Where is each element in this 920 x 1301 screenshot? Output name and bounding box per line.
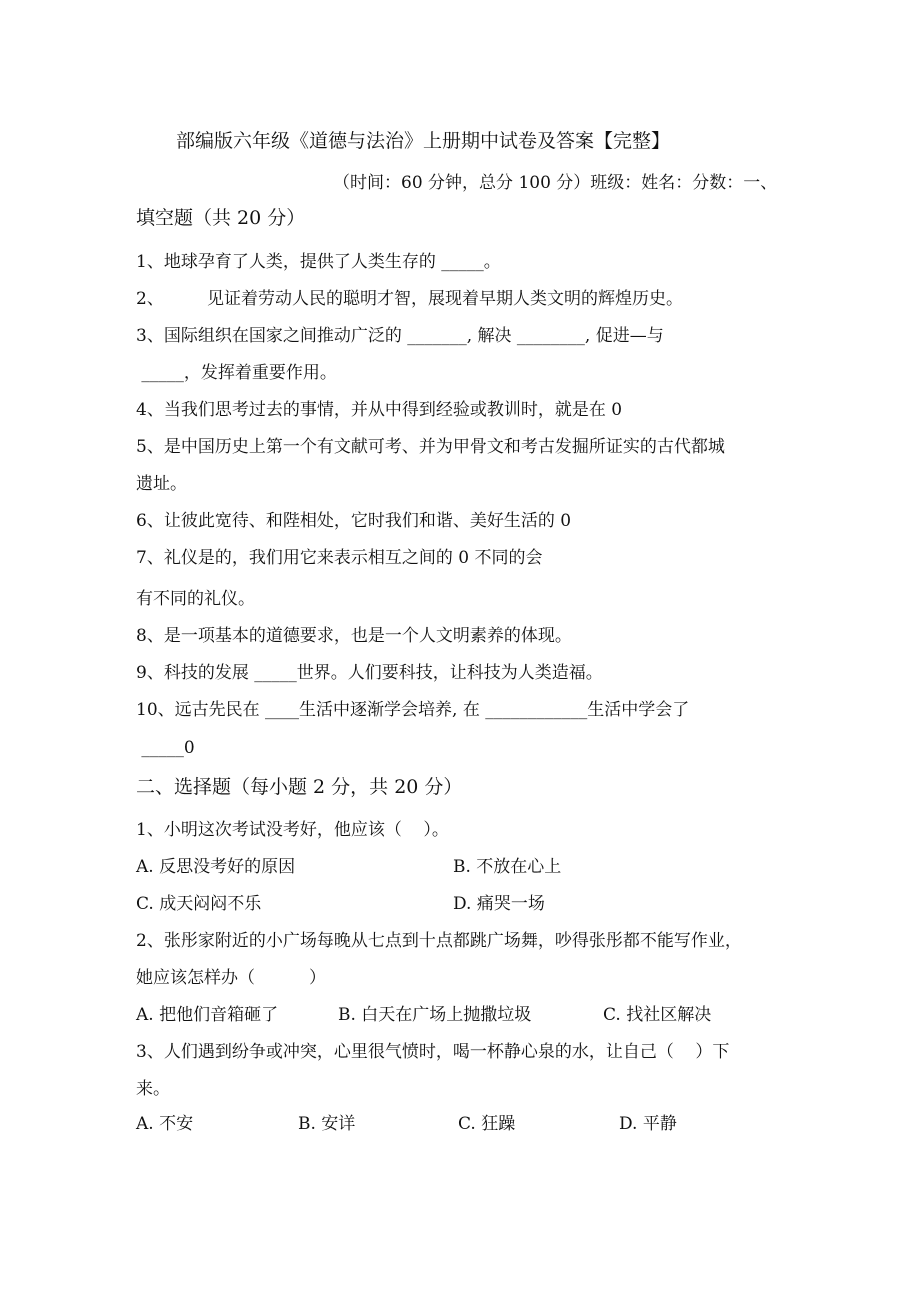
choice-1-option-c: C. 成天闷闷不乐 [136, 894, 262, 914]
question-10-line2: _____0 [136, 738, 195, 758]
question-7-line1: 7、礼仪是的，我们用它来表示相互之间的 0 不同的会 [136, 548, 543, 568]
choice-3-option-a: A. 不安 [136, 1114, 194, 1134]
page-title: 部编版六年级《道德与法治》上册期中试卷及答案【完整】 [176, 130, 671, 152]
choice-question-2-line2: 她应该怎样办（ ） [136, 968, 327, 988]
question-5-line1: 5、是中国历史上第一个有文献可考、并为甲骨文和考古发掘所证实的古代都城 [136, 437, 725, 457]
question-6: 6、让彼此宽待、和陛相处，它时我们和谐、美好生活的 0 [136, 511, 572, 531]
choice-1-option-a: A. 反思没考好的原因 [136, 857, 296, 877]
choice-1-option-b: B. 不放在心上 [453, 857, 562, 877]
question-3-line2: _____，发挥着重要作用。 [136, 363, 337, 383]
choice-3-option-d: D. 平静 [619, 1114, 677, 1134]
choice-2-option-b: B. 白天在广场上抛撒垃圾 [338, 1005, 532, 1025]
question-9: 9、科技的发展 _____世界。人们要科技，让科技为人类造福。 [136, 663, 603, 683]
question-8: 8、是一项基本的道德要求，也是一个人文明素养的体现。 [136, 626, 572, 646]
question-4: 4、当我们思考过去的事情，并从中得到经验或教训时，就是在 0 [136, 400, 623, 420]
question-2: 2、 见证着劳动人民的聪明才智，展现着早期人类文明的辉煌历史。 [136, 289, 684, 309]
choice-3-option-c: C. 狂躁 [458, 1114, 516, 1134]
choice-2-option-c: C. 找社区解决 [603, 1005, 712, 1025]
question-3-line1: 3、国际组织在国家之间推动广泛的 _______, 解决 ________, 促进—与 [136, 326, 664, 346]
section2-heading: 二、选择题（每小题 2 分，共 20 分） [136, 776, 463, 798]
question-7-line2: 有不同的礼仪。 [136, 589, 255, 609]
question-10-line1: 10、远古先民在 ____生活中逐渐学会培养, 在 ____________生活中学会了 [136, 700, 690, 720]
choice-question-1: 1、小明这次考试没考好，他应该（ ）。 [136, 820, 449, 840]
section1-heading: 填空题（共 20 分） [136, 207, 306, 229]
choice-question-3-line1: 3、人们遇到纷争或冲突，心里很气愤时，喝一杯静心泉的水，让自己（ ）下 [136, 1042, 730, 1062]
exam-meta-line: （时间：60 分钟，总分 100 分）班级：姓名：分数：一、 [333, 173, 778, 193]
question-1: 1、地球孕育了人类，提供了人类生存的 _____。 [136, 252, 501, 272]
choice-1-option-d: D. 痛哭一场 [453, 894, 545, 914]
choice-3-option-b: B. 安详 [298, 1114, 356, 1134]
choice-question-3-line2: 来。 [136, 1079, 170, 1099]
choice-2-option-a: A. 把他们音箱砸了 [136, 1005, 279, 1025]
question-5-line2: 遗址。 [136, 474, 187, 494]
choice-question-2-line1: 2、张彤家附近的小广场每晚从七点到十点都跳广场舞，吵得张彤都不能写作业， [136, 931, 742, 951]
